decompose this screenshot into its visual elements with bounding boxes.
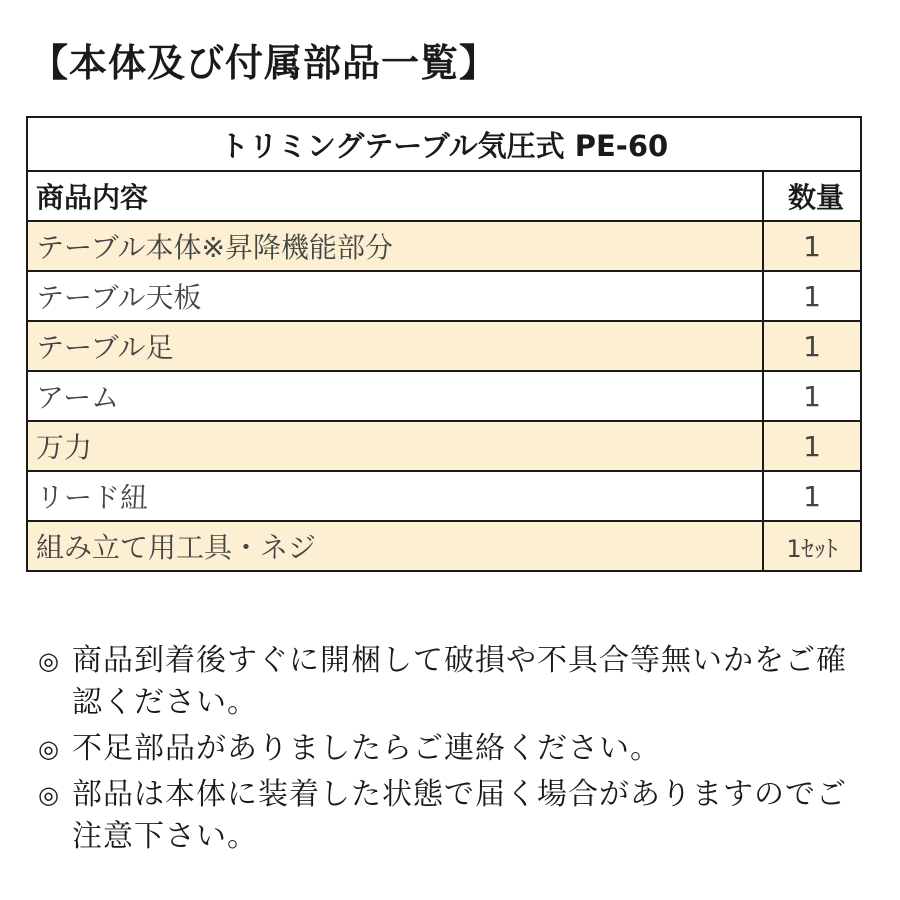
table-row xyxy=(27,471,861,521)
parts-table-container xyxy=(26,116,860,572)
header-item: 商品内容 xyxy=(27,171,763,221)
table-caption: トリミングテーブル気圧式 PE-60 xyxy=(27,117,861,171)
table-row xyxy=(27,371,861,421)
item-qty: 1 xyxy=(763,371,861,421)
bullet-icon: ◎ xyxy=(38,735,59,763)
item-qty: 1 xyxy=(763,471,861,521)
item-qty: 1ｾｯﾄ xyxy=(763,521,861,571)
table-row xyxy=(27,221,861,271)
header-qty: 数量 xyxy=(763,171,861,221)
item-name: アーム xyxy=(27,371,763,421)
table-row xyxy=(27,521,861,571)
item-qty: 1 xyxy=(763,421,861,471)
item-name: テーブル本体※昇降機能部分 xyxy=(27,221,763,271)
item-name: テーブル天板 xyxy=(27,271,763,321)
item-name: テーブル足 xyxy=(27,321,763,371)
parts-table xyxy=(26,116,862,572)
bullet-icon: ◎ xyxy=(38,647,59,675)
note-item xyxy=(38,728,868,770)
bullet-icon: ◎ xyxy=(38,781,59,809)
note-item xyxy=(38,640,868,724)
item-name: 組み立て用工具・ネジ xyxy=(27,521,763,571)
table-caption-row xyxy=(27,117,861,171)
item-qty: 1 xyxy=(763,221,861,271)
table-row xyxy=(27,271,861,321)
item-name: リード紐 xyxy=(27,471,763,521)
note-item xyxy=(38,774,868,858)
item-qty: 1 xyxy=(763,271,861,321)
note-text: 商品到着後すぐに開梱して破損や不具合等無いかをご確認ください。 xyxy=(72,643,847,720)
item-qty: 1 xyxy=(763,321,861,371)
page-title: 【本体及び付属部品一覧】 xyxy=(30,41,499,85)
table-header-row xyxy=(27,171,861,221)
note-text: 部品は本体に装着した状態で届く場合がありますのでご注意下さい。 xyxy=(72,777,847,854)
table-row xyxy=(27,321,861,371)
note-text: 不足部品がありましたらご連絡ください。 xyxy=(72,731,661,766)
table-row xyxy=(27,421,861,471)
item-name: 万力 xyxy=(27,421,763,471)
notes-section xyxy=(38,640,868,862)
